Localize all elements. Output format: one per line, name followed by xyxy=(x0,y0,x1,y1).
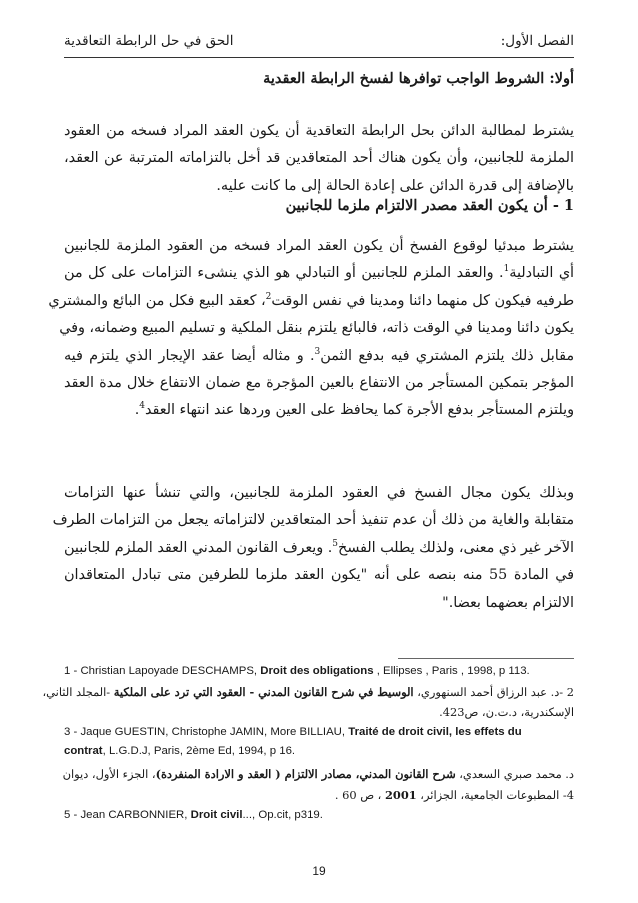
footnote-text: د. محمد صبري السعدي، xyxy=(455,767,574,781)
footnote-ref[interactable]: 1 xyxy=(503,264,510,275)
footnote-book-title: شرح القانون المدني، مصادر الالتزام ( العقد و الارادة المنفردة) xyxy=(155,767,456,781)
footnote-ref[interactable]: 3 xyxy=(314,346,321,357)
footnote-text: 2 -د. عبد الرزاق أحمد السنهوري، xyxy=(413,685,574,699)
footnote-text: ..., Op.cit, p319. xyxy=(242,809,323,821)
page-number: 19 xyxy=(312,864,326,878)
text-run: . xyxy=(134,402,140,419)
chapter-label: الفصل الأول: xyxy=(500,33,574,49)
footnote-2 xyxy=(42,685,574,699)
paragraph-two xyxy=(52,480,574,617)
footnote-1 xyxy=(64,665,574,677)
footnote-book-title: contrat xyxy=(64,745,103,757)
text-line xyxy=(64,535,574,562)
text-line: المؤجر بتمكين المستأجر من الانتفاع بالعين المؤجرة مع ضمان الانتفاع خلال مدة العقد xyxy=(64,374,574,391)
footnote-book-title: الوسيط في شرح القانون المدني - العقود التي ترد على الملكية xyxy=(113,685,414,699)
footnote-text: , L.G.D.J, Paris, 2ème Ed, 1994, p 16. xyxy=(102,745,296,757)
text-line xyxy=(64,260,574,287)
text-run: ويلتزم المستأجر بدفع الأجرة كما يحافظ على العين وردها عند انتهاء العقد xyxy=(145,402,574,419)
footnote-text: , Ellipses , Paris , 1998, p 113. xyxy=(373,665,530,677)
footnote-5 xyxy=(64,809,574,821)
intro-paragraph xyxy=(64,118,574,200)
text-run: طرفيه فيكون كل منهما دائنا ومدينا في نفس الوقت xyxy=(271,292,574,309)
subsection-title: 1 - أن يكون العقد مصدر الالتزام ملزما للجانبين xyxy=(285,197,574,214)
text-run: الآخر غير ذي معنى، ولذلك يطلب الفسخ xyxy=(338,539,574,556)
footnote-divider xyxy=(398,658,574,659)
text-run: أي التبادلية xyxy=(509,265,574,282)
text-line: يشترط مبدئيا لوقوع الفسخ أن يكون العقد المراد فسخه من العقود الملزمة للجانبين xyxy=(64,238,574,254)
text-line xyxy=(64,397,574,424)
text-line: يشترط لمطالبة الدائن بحل الرابطة التعاقدية أن يكون العقد المراد فسخه من العقود xyxy=(64,123,574,139)
header-divider xyxy=(64,57,574,58)
section-title: أولا: الشروط الواجب توافرها لفسخ الرابطة العقدية xyxy=(263,70,574,87)
footnote-ref[interactable]: 5 xyxy=(332,539,339,550)
text-line xyxy=(48,288,574,315)
footnote-text: 3 - Jaque GUESTIN, Christophe JAMIN, More BILLIAU, xyxy=(64,726,349,738)
text-line: يكون دائنا ومدينا في الوقت ذاته، فالبائع يلتزم بنقل الملكية و تسليم المبيع وضمانه، وفي xyxy=(59,320,574,337)
footnote-2-cont: الإسكندرية، د.ت.ن، ص423. xyxy=(439,705,574,719)
text-line: بالإضافة إلى قدرة الدائن على إعادة الحالة إلى ما كانت عليه. xyxy=(216,177,574,194)
footnote-book-title: Droit civil xyxy=(190,809,243,821)
text-run: . و مثاله أيضا عقد الإيجار الذي يلتزم فيه xyxy=(64,347,315,364)
footnote-book-title: Droit des obligations xyxy=(260,665,374,677)
paragraph-one xyxy=(48,233,574,425)
text-line: متقابلة والغاية من ذلك أن عدم تنفيذ أحد المتعاقدين لالتزاماته يجعل من التزامات الطرف xyxy=(52,512,574,529)
footnote-text: 4- المطبوعات الجامعية، الجزائر، xyxy=(416,788,574,802)
footnote-3 xyxy=(64,726,574,738)
text-line: في المادة 55 منه بنصه على أنه "يكون العقد ملزما للطرفين متى تبادل المتعاقدان xyxy=(64,567,574,584)
text-line xyxy=(64,343,574,370)
footnote-text: 1 - Christian Lapoyade DESCHAMPS, xyxy=(64,665,261,677)
footnote-text: ، ص 60 . xyxy=(334,788,385,802)
footnote-3-cont xyxy=(64,745,574,757)
footnote-text: -المجلد الثاني، xyxy=(42,685,114,699)
text-run: مقابل ذلك يلتزم المشتري فيه بدفع الثمن xyxy=(320,347,574,364)
text-run: . ويعرف القانون المدني العقد الملزم للجانبين xyxy=(64,539,333,556)
footnote-text: 5 - Jean CARBONNIER, xyxy=(64,809,191,821)
footnote-4-cont xyxy=(64,788,574,802)
footnote-year: 2001 xyxy=(384,788,417,802)
text-run: ، كعقد البيع فكل من البائع والمشتري xyxy=(48,292,266,309)
text-line: الملزمة للجانبين، وأن يكون هناك أحد المتعاقدين قد أخل بالتزاماته المترتبة عن العقد، xyxy=(64,150,574,167)
footnote-ref[interactable]: 4 xyxy=(139,401,145,412)
footnote-text: ، الجزء الأول، ديوان xyxy=(62,767,156,781)
text-run: . والعقد الملزم للجانبين أو التبادلي هو الذي ينشىء التزامات على كل من xyxy=(64,265,504,282)
text-line: وبذلك يكون مجال الفسخ في العقود الملزمة للجانبين، والتي تنشأ عنها التزامات xyxy=(64,485,574,501)
footnote-book-title: Traité de droit civil, les effets du xyxy=(348,726,522,738)
footnote-4 xyxy=(64,767,574,781)
topic-label: الحق في حل الرابطة التعاقدية xyxy=(64,33,234,49)
text-line: الالتزام بعضهما بعضا." xyxy=(442,594,574,611)
footnote-ref[interactable]: 2 xyxy=(265,292,272,303)
running-header xyxy=(64,33,574,53)
